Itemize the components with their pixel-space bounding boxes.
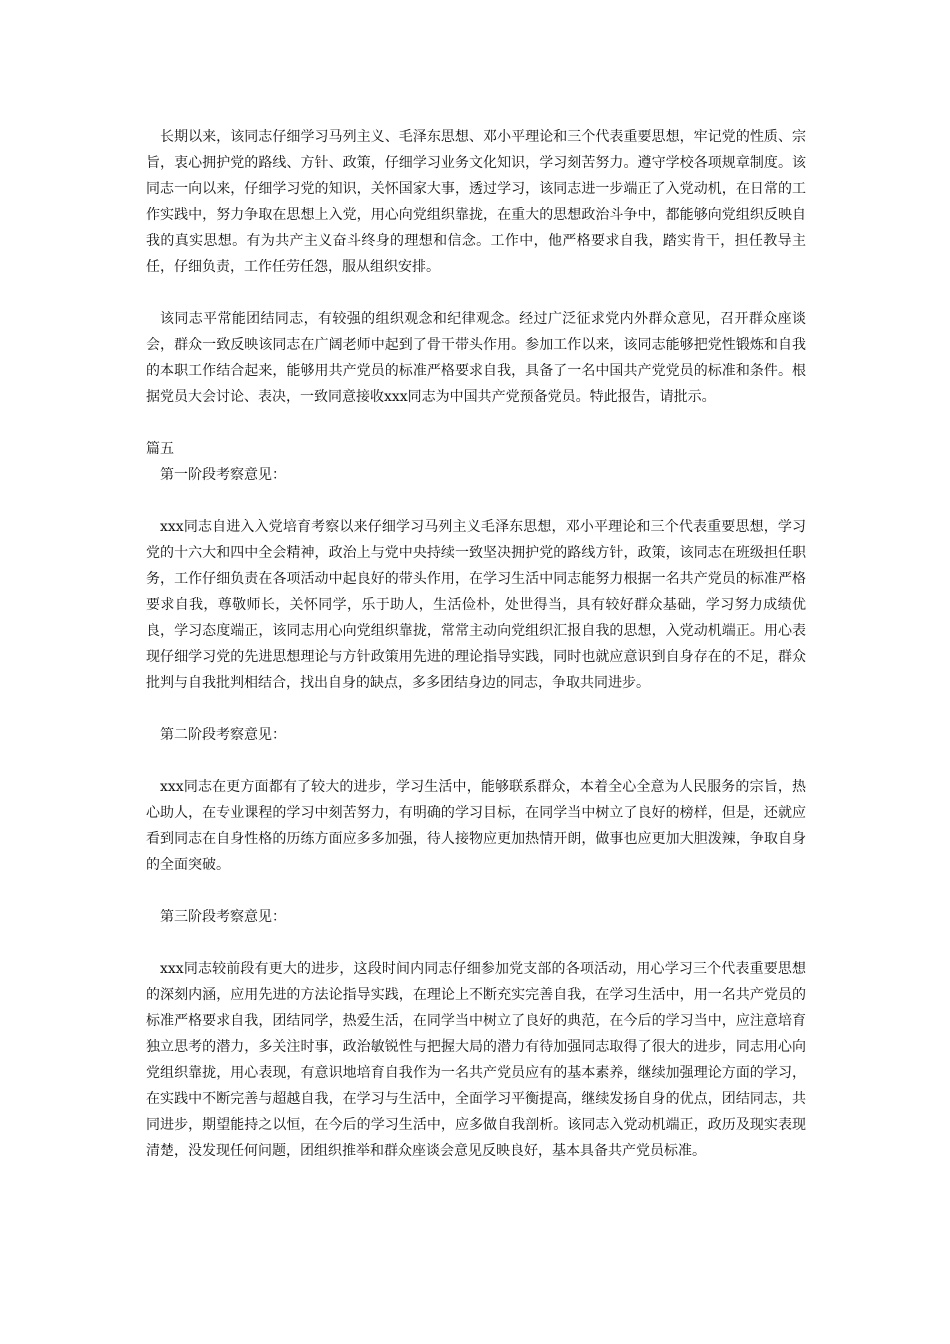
paragraph-2: 该同志平常能团结同志，有较强的组织观念和纪律观念。经过广泛征求党内外群众意见，召开群众座谈会，群众一致反映该同志在广阔老师中起到了骨干带头作用。参加工作以来，该同志能够把党性锻炼和自我的本职工作结合起来，能够用共产党员的标准严格要求自我，具备了一名中国共产党党员的标准和条件。根据党员大会讨论、表决，一致同意接收xxx同志为中国共产党预备党员。特此报告，请批示。 [146, 311, 806, 405]
stage-1-title: 第一阶段考察意见： [160, 467, 286, 483]
stage-3-text: xxx同志较前段有更大的进步，这段时间内同志仔细参加党支部的各项活动，用心学习三个代表重要思想的深刻内涵，应用先进的方法论指导实践，在理论上不断充实完善自我，在学习生活中，用一名共产党员的标准严格要求自我，团结同学，热爱生活，在同学当中树立了良好的典范，在今后的学习当中，应注意培育独立思考的潜力，多关注时事，政治敏锐性与把握大局的潜力有待加强同志取得了很大的进步，同志用心向党组织靠拢，用心表现，有意识地培育自我作为一名共产党员应有的基本素养，继续加强理论方面的学习，在实践中不断完善与超越自我，在学习与生活中，全面学习平衡提高，继续发扬自身的优点，团结同志，共同进步，期望能持之以恒，在今后的学习生活中，应多做自我剖析。该同志入党动机端正，政历及现实表现清楚，没发现任何问题，团组织推举和群众座谈会意见反映良好，基本具备共产党员标准。 [146, 961, 806, 1159]
document-body [146, 124, 806, 1164]
stage-2-title: 第二阶段考察意见： [160, 727, 286, 743]
paragraph-1: 长期以来，该同志仔细学习马列主义、毛泽东思想、邓小平理论和三个代表重要思想，牢记党的性质、宗旨，衷心拥护党的路线、方针、政策，仔细学习业务文化知识，学习刻苦努力。遵守学校各项规章制度。该同志一向以来，仔细学习党的知识，关怀国家大事，透过学习，该同志进一步端正了入党动机，在日常的工作实践中，努力争取在思想上入党，用心向党组织靠拢，在重大的思想政治斗争中，都能够向党组织反映自我的真实思想。有为共产主义奋斗终身的理想和信念。工作中，他严格要求自我，踏实肯干，担任教导主任，仔细负责，工作任劳任怨，服从组织安排。 [146, 129, 806, 275]
stage-1-text: xxx同志自进入入党培育考察以来仔细学习马列主义毛泽东思想，邓小平理论和三个代表重要思想，学习党的十六大和四中全会精神，政治上与党中央持续一致坚决拥护党的路线方针，政策，该同志在班级担任职务，工作仔细负责在各项活动中起良好的带头作用，在学习生活中同志能努力根据一名共产党员的标准严格要求自我，尊敬师长，关怀同学，乐于助人，生活俭朴，处世得当，具有较好群众基础，学习努力成绩优良，学习态度端正，该同志用心向党组织靠拢，常常主动向党组织汇报自我的思想，入党动机端正。用心表现仔细学习党的先进思想理论与方针政策用先进的理论指导实践，同时也就应意识到自身存在的不足，群众批判与自我批判相结合，找出自身的缺点，多多团结身边的同志，争取共同进步。 [146, 519, 806, 691]
paragraph-gap [146, 410, 806, 436]
paragraph-gap [146, 696, 806, 722]
section-title: 篇五 [146, 441, 174, 457]
paragraph-gap [146, 878, 806, 904]
stage-3-title: 第三阶段考察意见： [160, 909, 286, 925]
stage-2-text: xxx同志在更方面都有了较大的进步，学习生活中，能够联系群众，本着全心全意为人民服务的宗旨，热心助人，在专业课程的学习中刻苦努力，有明确的学习目标，在同学当中树立了良好的榜样，但是，还就应看到同志在自身性格的历练方面应多多加强，待人接物应更加热情开朗，做事也应更加大胆泼辣，争取自身的全面突破。 [146, 779, 806, 873]
paragraph-gap [146, 930, 806, 956]
paragraph-gap [146, 488, 806, 514]
paragraph-gap [146, 280, 806, 306]
paragraph-gap [146, 748, 806, 774]
